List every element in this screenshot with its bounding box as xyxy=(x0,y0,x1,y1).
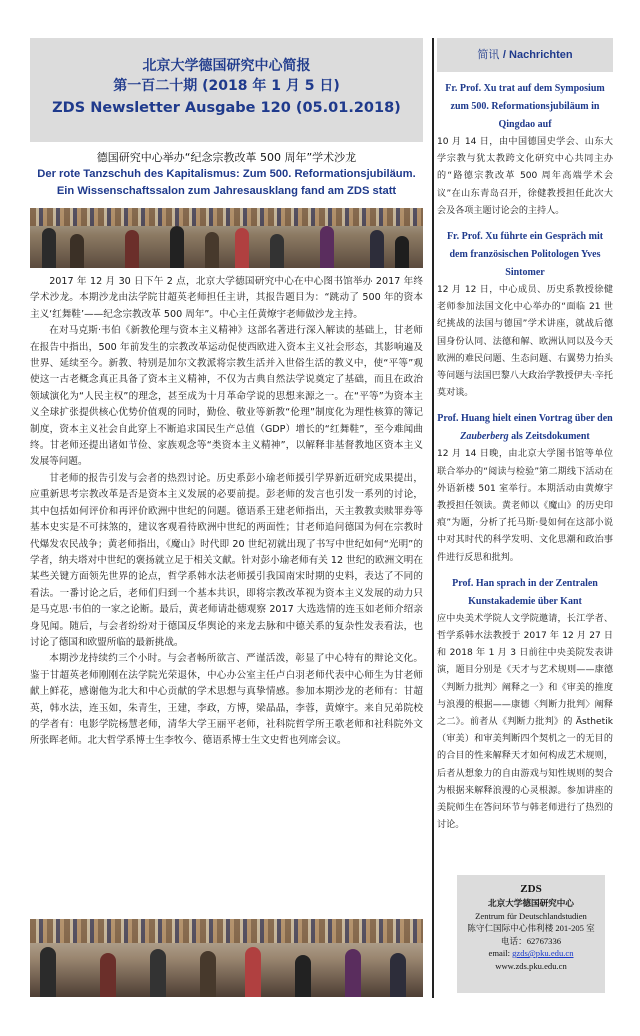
news-heading-de: / Nachrichten xyxy=(502,49,573,61)
news-item-title-3: Prof. Huang hielt einen Vortrag über den Zauberberg als Zeitsdokument xyxy=(437,413,613,443)
zds-email-link[interactable]: gzds@pku.edu.cn xyxy=(512,948,574,958)
article-paragraph-2: 在对马克斯·韦伯《新教伦理与资本主义精神》这部名著进行深入解读的基础上，甘老师在报告中指出，500 年前发生的宗教改革运动促使西欧进入资本主义社会形态，其影响遍及世界、延续至今。新教、特别是加尔文教派将宗教生活并入世俗生活的教义中，使“平等”观使这一古老概念真正具备了资本主义精神，不仅为古典自然法学说奠定了基础，而且在政治领域演化为“人民主权”的理念，甚至成为十月革命学说的思想来源之一。在“平等”为资本主义全球扩张提供核心优势价值观的同时，勤俭、敬业等新教“伦理”制度化为理性核算的簿记制度，资本主义社会自此穿上不断追求国民生产总值（GDP）增长的“红舞鞋”，至今难闻曲终。甘老师还提出诸如节俭、家族观念等“类资本主义精神”，以解释非基督教地区资本主义发展等问题。 xyxy=(30,325,423,468)
header-title-de: ZDS Newsletter Ausgabe 120 (05.01.2018) xyxy=(52,100,401,116)
news-item-text-4: 应中央美术学院人文学院邀请，长江学者、哲学系韩水法教授于 2017 年 12 月 27 日和 2018 年 1 月 3 日前往中央美院发表讲演，题目分别是《天才与艺术规则——康德〈判断力批判〉阐释之一》和《审美的推度与浪漫的根据——康德〈判断力批判〉阐释之二》。前者从《判断力批判》的 Ästhetik（审美）和审美判断四个契机之一的无目的的合目的性来解释天才如何构成艺术规则，后者从想象力的自由游戏与知性规则的契合为根据来解释浪漫的心灵根源。参加讲座的美院师生在答问环节与韩老师进行了热烈的讨论。 xyxy=(437,613,613,831)
salon-photo-top xyxy=(30,208,423,268)
article-title-de-2: Ein Wissenschaftssalon zum Jahresausklang fand am ZDS statt xyxy=(56,185,397,197)
article-paragraph-4: 本期沙龙持续约三个小时。与会者畅所欲言、严谨活泼，彰显了中心特有的辩论文化。鉴于甘超英老师刚刚在法学院光荣退休，中心办公室主任卢白羽老师代表中心师生为甘老师献上鲜花，感谢他为北大和中心贡献的学术思想与真挚情感。参加本期沙龙的老师有：甘超英，韩水法，连玉如，朱青生，王建，李政，方博，梁晶晶，李蓉，黄燎宇。来自兄弟院校的学者有：电影学院杨慧老师，清华大学王丽平老师，社科院哲学所王歌老师和社科院外文所张晖老师。北大哲学系博士生李牧今、德语系博士生文史哲也列席会议。 xyxy=(30,653,423,747)
news-item-title-2: Fr. Prof. Xu führte ein Gespräch mit dem französischen Politologen Yves Sintomer xyxy=(446,231,604,279)
news-item-text-1: 10 月 14 日，由中国德国史学会、山东大学宗教与犹太教跨文化研究中心共同主办的“路德宗教改革 500 周年高端学术会议”在山东青岛召开，徐健教授担任此次大会及各项主题讨论会的主持人。 xyxy=(437,137,613,216)
news-heading xyxy=(437,38,613,72)
zds-name-cn: 北京大学德国研究中心 xyxy=(488,898,574,908)
main-column xyxy=(30,38,423,750)
zds-phone: 电话：62767336 xyxy=(500,935,562,946)
article-title-cn: 德国研究中心举办“纪念宗教改革 500 周年”学术沙龙 xyxy=(96,151,357,164)
news-column xyxy=(437,38,613,835)
article-body xyxy=(30,274,423,750)
salon-photo-bottom xyxy=(30,919,423,997)
zds-address: 陈守仁国际中心伟利楼 201-205 室 xyxy=(467,923,595,933)
article-paragraph-1: 2017 年 12 月 30 日下午 2 点，北京大学德国研究中心在中心图书馆举办 2017 年终学术沙龙。本期沙龙由法学院甘超英老师担任主讲，其报告题目为：“跳动了 500 年的资本主义‘红舞鞋’——纪念宗教改革 500 周年”。中心主任黄燎宇老师做沙龙主持。 xyxy=(30,276,423,320)
zauberberg-title: Zauberberg xyxy=(460,431,509,443)
header-title-cn: 北京大学德国研究中心简报 xyxy=(142,58,311,74)
zds-website[interactable]: www.zds.pku.edu.cn xyxy=(495,960,567,971)
newsletter-header xyxy=(30,38,423,142)
zds-name-de: Zentrum für Deutschlandstudien xyxy=(475,910,587,921)
article-title-de-1: Der rote Tanzschuh des Kapitalismus: Zum 500. Reformationsjubiläum. xyxy=(37,168,416,180)
news-item-text-3: 12 月 14 日晚，由北京大学图书馆等单位联合举办的“阅读与检验”第二期线下活动在外语新楼 501 室举行。本期活动由黄燎宇教授担任领读。黄老师以《魔山》的历史印痕”为题，分析了托马斯·曼如何在这部小说中对其时代的科学发明、文化思潮和政治事件进行反思和批判。 xyxy=(437,449,613,563)
zds-email-line: email: gzds@pku.edu.cn xyxy=(488,948,574,958)
article-paragraph-3: 甘老师的报告引发与会者的热烈讨论。历史系彭小瑜老师援引学界新近研究成果提出，应重新思考宗教改革是否是资本主义发展的必要前提。彭老师的发言也引发一系列的讨论，其中包括如何评价和再评价欧洲中世纪的问题。德语系王建老师指出，天主教教卖赎罪券等基本史实是不可抹煞的，建议客观看待欧洲中世纪的两面性；甘老师追问德国为何在宗教时代爆发农民战争；黄老师指出，《魔山》时代即 20 世纪初就出现了书写中世纪如何“光明”的学者，纳夫塔对中世纪的褒扬就立足于相关文献。针对彭小瑜老师有关 12 世纪的欧洲文明在某些关键方面领先世界的论点，哲学系韩水法老师援引我国南宋时期的史料，表达了不同的看法。一番讨论之后，老师们归到一个基本共识，即将宗教改革视为资本主义发展的动力只是马克思·韦伯的一家之论断。最后，黄老师请赴德观察 2017 大选选情的连玉如老师介绍亲身见闻。随后，与会者纷纷对于德国反华舆论的来龙去脉和中德关系的复杂性发表看法，也讨论了德国和欧盟所临的最新挑战。 xyxy=(30,472,423,648)
news-item-title-4: Prof. Han sprach in der Zentralen Kunstakademie über Kant xyxy=(452,577,598,607)
article-headline xyxy=(30,150,423,200)
column-divider xyxy=(432,38,434,998)
header-issue-cn: 第一百二十期 (2018 年 1 月 5 日) xyxy=(113,78,340,94)
zds-contact-box xyxy=(457,875,605,993)
news-item-title-1: Fr. Prof. Xu trat auf dem Symposium zum 500. Reformationsjubiläum in Qingdao auf xyxy=(445,83,605,130)
news-heading-cn: 简讯 xyxy=(477,48,500,61)
zds-abbr: ZDS xyxy=(520,883,542,895)
news-item-text-2: 12 月 12 日，中心成员、历史系教授徐健老师参加法国文化中心举办的“面临 21 世纪挑战的法国与德国”学术讲座，就战后德国身份认同、法德和解、欧洲认同以及今天欧洲的难民问题、生态问题、右翼势力抬头等问题与法国巴黎八大政治学教授伊夫·辛托莫对谈。 xyxy=(437,285,613,399)
